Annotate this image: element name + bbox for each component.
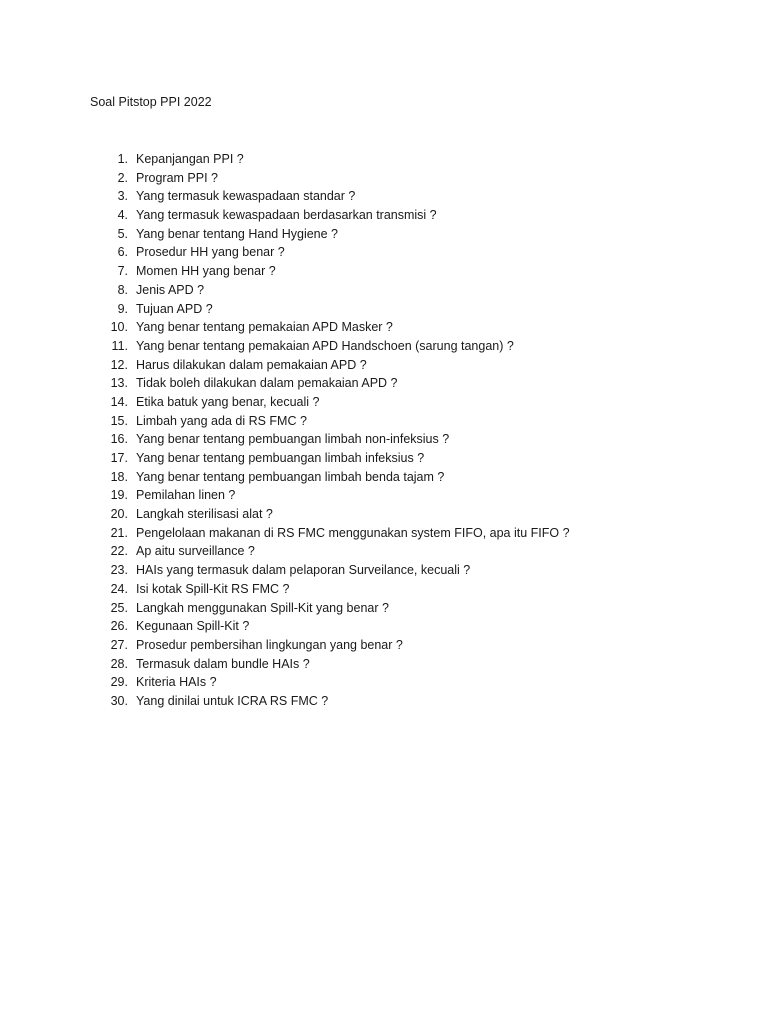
- question-text: Yang benar tentang pembuangan limbah non-infeksius ?: [136, 432, 450, 447]
- question-number: 12.: [110, 357, 128, 372]
- question-number: 10.: [110, 320, 128, 335]
- question-number: 3.: [117, 189, 128, 204]
- question-number: 6.: [117, 245, 128, 260]
- question-number: 18.: [110, 469, 128, 484]
- question-number: 30.: [110, 693, 128, 708]
- document-title: Soal Pitstop PPI 2022: [90, 95, 212, 109]
- question-text: Prosedur HH yang benar ?: [136, 245, 285, 260]
- question-text: Tujuan APD ?: [136, 301, 213, 316]
- question-text: Termasuk dalam bundle HAIs ?: [136, 656, 310, 671]
- question-number: 27.: [110, 637, 128, 652]
- question-number: 4.: [117, 208, 128, 223]
- question-number: 1.: [117, 152, 128, 166]
- question-number: 26.: [110, 619, 128, 634]
- question-text: Langkah menggunakan Spill-Kit yang benar ?: [136, 600, 389, 615]
- question-text: Langkah sterilisasi alat ?: [136, 507, 273, 522]
- question-number: 19.: [110, 488, 128, 503]
- question-text: HAIs yang termasuk dalam pelaporan Surveilance, kecuali ?: [136, 563, 471, 578]
- question-text: Momen HH yang benar ?: [136, 264, 276, 279]
- question-text: Harus dilakukan dalam pemakaian APD ?: [136, 357, 367, 372]
- question-number: 13.: [110, 376, 128, 391]
- question-text: Jenis APD ?: [136, 282, 205, 297]
- question-text: Pengelolaan makanan di RS FMC menggunakan system FIFO, apa itu FIFO ?: [136, 525, 570, 540]
- question-text: Tidak boleh dilakukan dalam pemakaian APD ?: [136, 376, 398, 391]
- question-number: 8.: [117, 282, 128, 297]
- question-text: Limbah yang ada di RS FMC ?: [136, 413, 307, 428]
- question-number: 2.: [117, 170, 128, 185]
- question-text: Etika batuk yang benar, kecuali ?: [136, 394, 320, 409]
- question-number: 28.: [110, 656, 128, 671]
- question-text: Kriteria HAIs ?: [136, 675, 217, 690]
- question-text: Ap aitu surveillance ?: [136, 544, 255, 559]
- question-text: Yang benar tentang Hand Hygiene ?: [136, 226, 339, 241]
- question-number: 25.: [110, 600, 128, 615]
- question-text: Yang termasuk kewaspadaan berdasarkan transmisi ?: [136, 208, 437, 223]
- question-number: 23.: [110, 563, 128, 578]
- question-text: Pemilahan linen ?: [136, 488, 236, 503]
- question-text: Yang benar tentang pembuangan limbah benda tajam ?: [136, 469, 445, 484]
- question-number: 24.: [110, 581, 128, 596]
- question-number: 20.: [110, 507, 128, 522]
- question-text: Prosedur pembersihan lingkungan yang benar ?: [136, 637, 403, 652]
- question-text: Kepanjangan PPI ?: [136, 152, 244, 166]
- question-number: 14.: [110, 394, 128, 409]
- question-number: 21.: [110, 525, 128, 540]
- question-number: 7.: [117, 264, 128, 279]
- question-text: Yang benar tentang pemakaian APD Handschoen (sarung tangan) ?: [136, 338, 514, 353]
- question-text: Kegunaan Spill-Kit ?: [136, 619, 250, 634]
- question-text: Yang termasuk kewaspadaan standar ?: [136, 189, 356, 204]
- question-number: 22.: [110, 544, 128, 559]
- question-text: Yang benar tentang pembuangan limbah infeksius ?: [136, 451, 425, 465]
- question-text: Isi kotak Spill-Kit RS FMC ?: [136, 581, 290, 596]
- question-number: 5.: [117, 226, 128, 241]
- question-number: 9.: [117, 301, 128, 316]
- question-text: Yang benar tentang pemakaian APD Masker ?: [136, 320, 393, 335]
- question-number: 17.: [110, 451, 128, 465]
- question-text: Program PPI ?: [136, 170, 218, 185]
- question-number: 11.: [111, 338, 128, 353]
- question-number: 15.: [110, 413, 128, 428]
- question-number: 29.: [110, 675, 128, 690]
- question-number: 16.: [110, 432, 128, 447]
- question-text: Yang dinilai untuk ICRA RS FMC ?: [136, 693, 329, 708]
